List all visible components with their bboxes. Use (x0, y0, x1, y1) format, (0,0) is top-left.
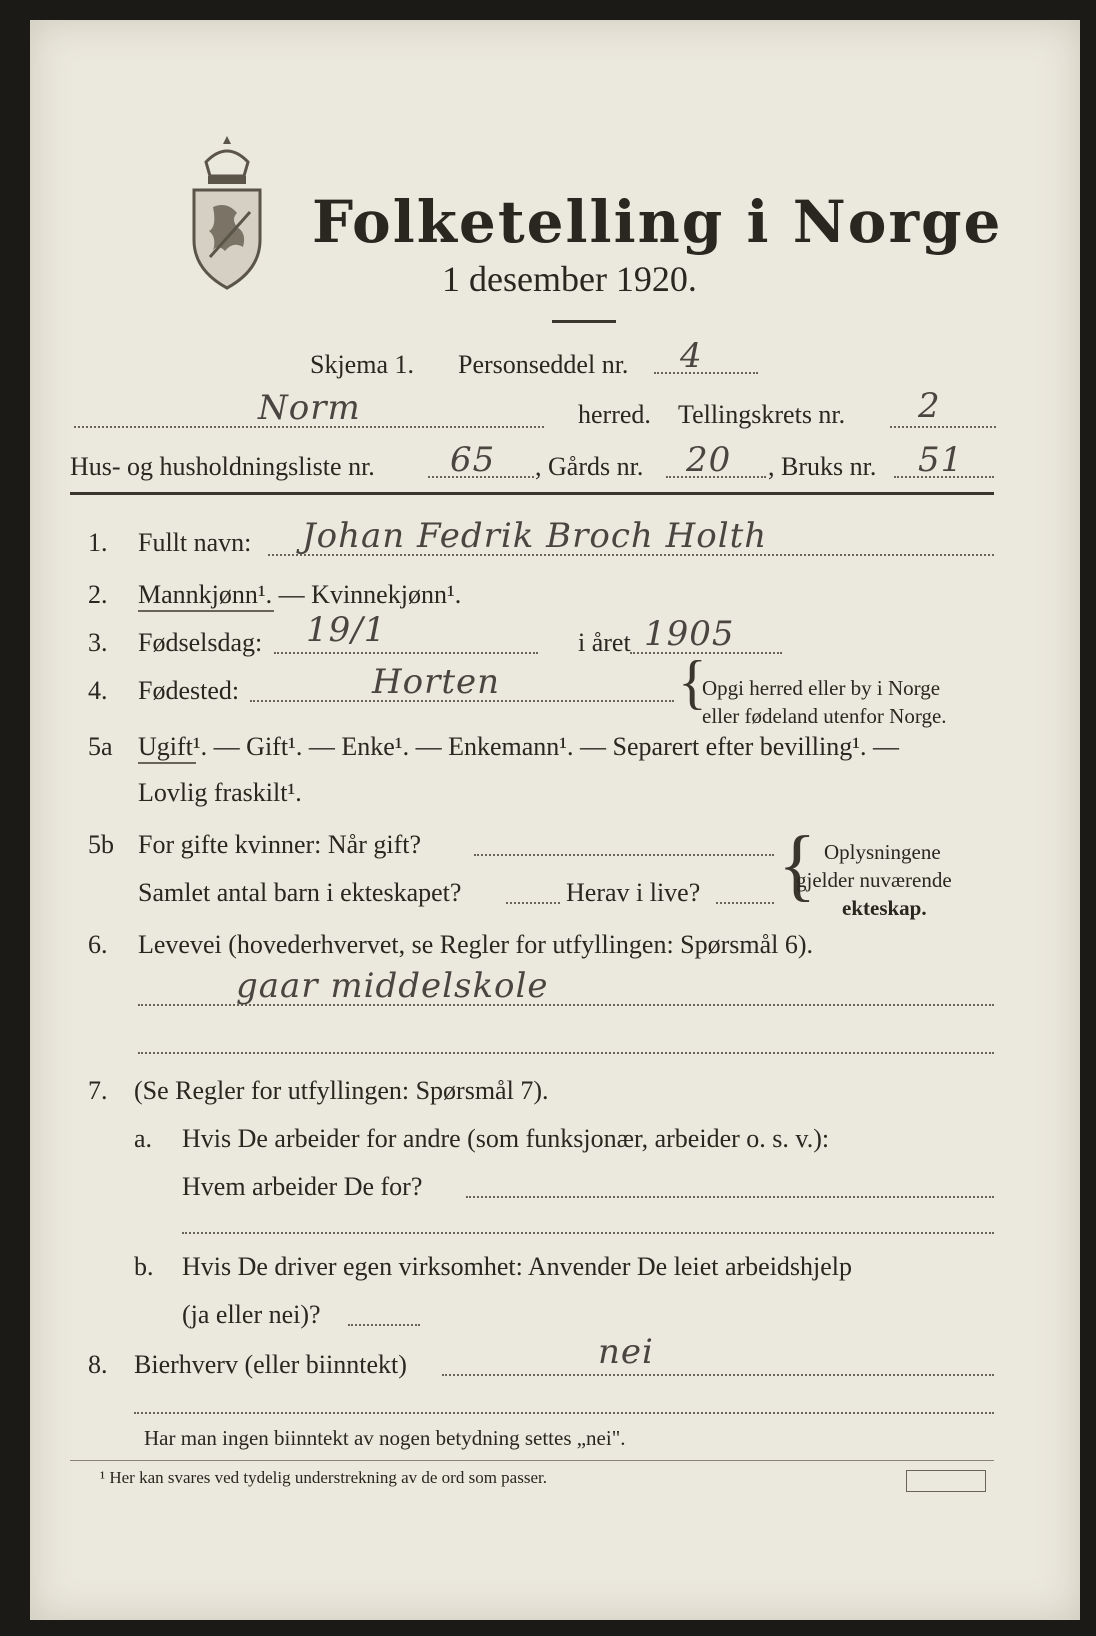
gards-label: , Gårds nr. (535, 452, 644, 481)
q4-note-line-1: Opgi herred eller by i Norge (702, 676, 941, 700)
q7a-line-1 (466, 1196, 994, 1198)
q7b-label: Hvis De driver egen virksomhet: Anvender De leiet arbeidshjelp (182, 1252, 853, 1281)
tellingskrets-label: Tellingskrets nr. (678, 400, 846, 429)
q5b-married-line (474, 854, 774, 856)
q7b-line (348, 1324, 420, 1326)
herred-value[interactable]: Norm (258, 388, 361, 428)
q6-number: 6. (88, 930, 108, 959)
q4-number: 4. (88, 676, 108, 705)
form-subtitle: 1 desember 1920. (442, 259, 697, 299)
q8-number: 8. (88, 1350, 108, 1379)
q7a-number: a. (134, 1124, 153, 1153)
footer-divider (70, 1460, 994, 1461)
q6-value[interactable]: gaar middelskole (236, 966, 549, 1006)
title-divider (552, 320, 616, 323)
q3-label: Fødselsdag: (138, 628, 263, 657)
census-form-page (30, 20, 1080, 1620)
q2-label: Mannkjønn¹. — Kvinnekjønn¹. (138, 580, 462, 609)
q6-line-2 (138, 1052, 994, 1054)
tellingskrets-value[interactable]: 2 (918, 386, 941, 426)
q2-number: 2. (88, 580, 108, 609)
q2-underline-mark (138, 610, 274, 612)
q1-number: 1. (88, 528, 108, 557)
personseddel-label: Personseddel nr. (458, 350, 629, 379)
q1-label: Fullt navn: (138, 528, 252, 557)
herred-label: herred. (578, 400, 651, 429)
q7a-label-2: Hvem arbeider De for? (182, 1172, 423, 1201)
personseddel-value[interactable]: 4 (680, 336, 703, 376)
husholdning-value[interactable]: 65 (450, 440, 496, 480)
q4-value[interactable]: Horten (372, 662, 501, 702)
q5a-label-2: Lovlig fraskilt¹. (138, 778, 302, 807)
q7b-number: b. (134, 1252, 154, 1281)
q5b-number: 5b (88, 830, 114, 859)
q6-label: Levevei (hovederhvervet, se Regler for utfyllingen: Spørsmål 6). (138, 930, 814, 959)
q1-value[interactable]: Johan Fedrik Broch Holth (302, 516, 768, 556)
q8-value[interactable]: nei (598, 1332, 654, 1372)
q7a-label: Hvis De arbeider for andre (som funksjonær, arbeider o. s. v.): (182, 1124, 830, 1153)
q5b-children-line (506, 902, 560, 904)
q5b-label-3: Herav i live? (566, 878, 701, 907)
printer-stamp (906, 1470, 986, 1492)
q4-brace: { (678, 649, 707, 715)
q8-label: Bierhverv (eller biinntekt) (134, 1350, 407, 1379)
husholdning-label: Hus- og husholdningsliste nr. (70, 452, 375, 481)
q4-note-line-2: eller fødeland utenfor Norge. (702, 704, 947, 728)
q3-number: 3. (88, 628, 108, 657)
q5b-label-2: Samlet antal barn i ekteskapet? (138, 878, 462, 907)
q5b-note-line-2: gjelder nuværende (796, 868, 952, 892)
q5b-brace: { (778, 821, 817, 909)
q7-label: (Se Regler for utfyllingen: Spørsmål 7). (134, 1076, 549, 1105)
q7b-label-2: (ja eller nei)? (182, 1300, 321, 1329)
q5b-alive-line (716, 902, 774, 904)
gards-value[interactable]: 20 (686, 440, 732, 480)
form-title: Folketelling i Norge (312, 188, 1003, 256)
no-income-note: Har man ingen biinntekt av nogen betydning settes „nei". (144, 1426, 626, 1450)
q4-label: Fødested: (138, 676, 240, 705)
q3-year-value[interactable]: 1905 (644, 614, 735, 654)
schema-label: Skjema 1. (310, 350, 414, 379)
personseddel-line (654, 372, 758, 374)
q3-year-label: i året (578, 628, 631, 657)
q5a-underline-mark (138, 762, 196, 764)
q5b-note-line-1: Oplysningene (824, 840, 941, 864)
q7a-line-2 (182, 1232, 994, 1234)
q5a-label: Ugift¹. — Gift¹. — Enke¹. — Enkemann¹. — Separert efter bevilling¹. — (138, 732, 900, 761)
q5b-label: For gifte kvinner: Når gift? (138, 830, 422, 859)
q8-line-1 (442, 1374, 994, 1376)
q5b-note-line-3: ekteskap. (842, 896, 927, 920)
q7-number: 7. (88, 1076, 108, 1105)
bruks-value[interactable]: 51 (918, 440, 964, 480)
bruks-label: , Bruks nr. (768, 452, 877, 481)
footnote: ¹ Her kan svares ved tydelig understrekning av de ord som passer. (100, 1468, 547, 1487)
header-divider (70, 492, 994, 495)
q3-value[interactable]: 19/1 (306, 610, 387, 650)
q3-line (274, 652, 538, 654)
q8-line-2 (134, 1412, 994, 1414)
q5a-number: 5a (88, 732, 113, 761)
coat-of-arms-icon (188, 132, 266, 292)
tellingskrets-line (890, 426, 996, 428)
